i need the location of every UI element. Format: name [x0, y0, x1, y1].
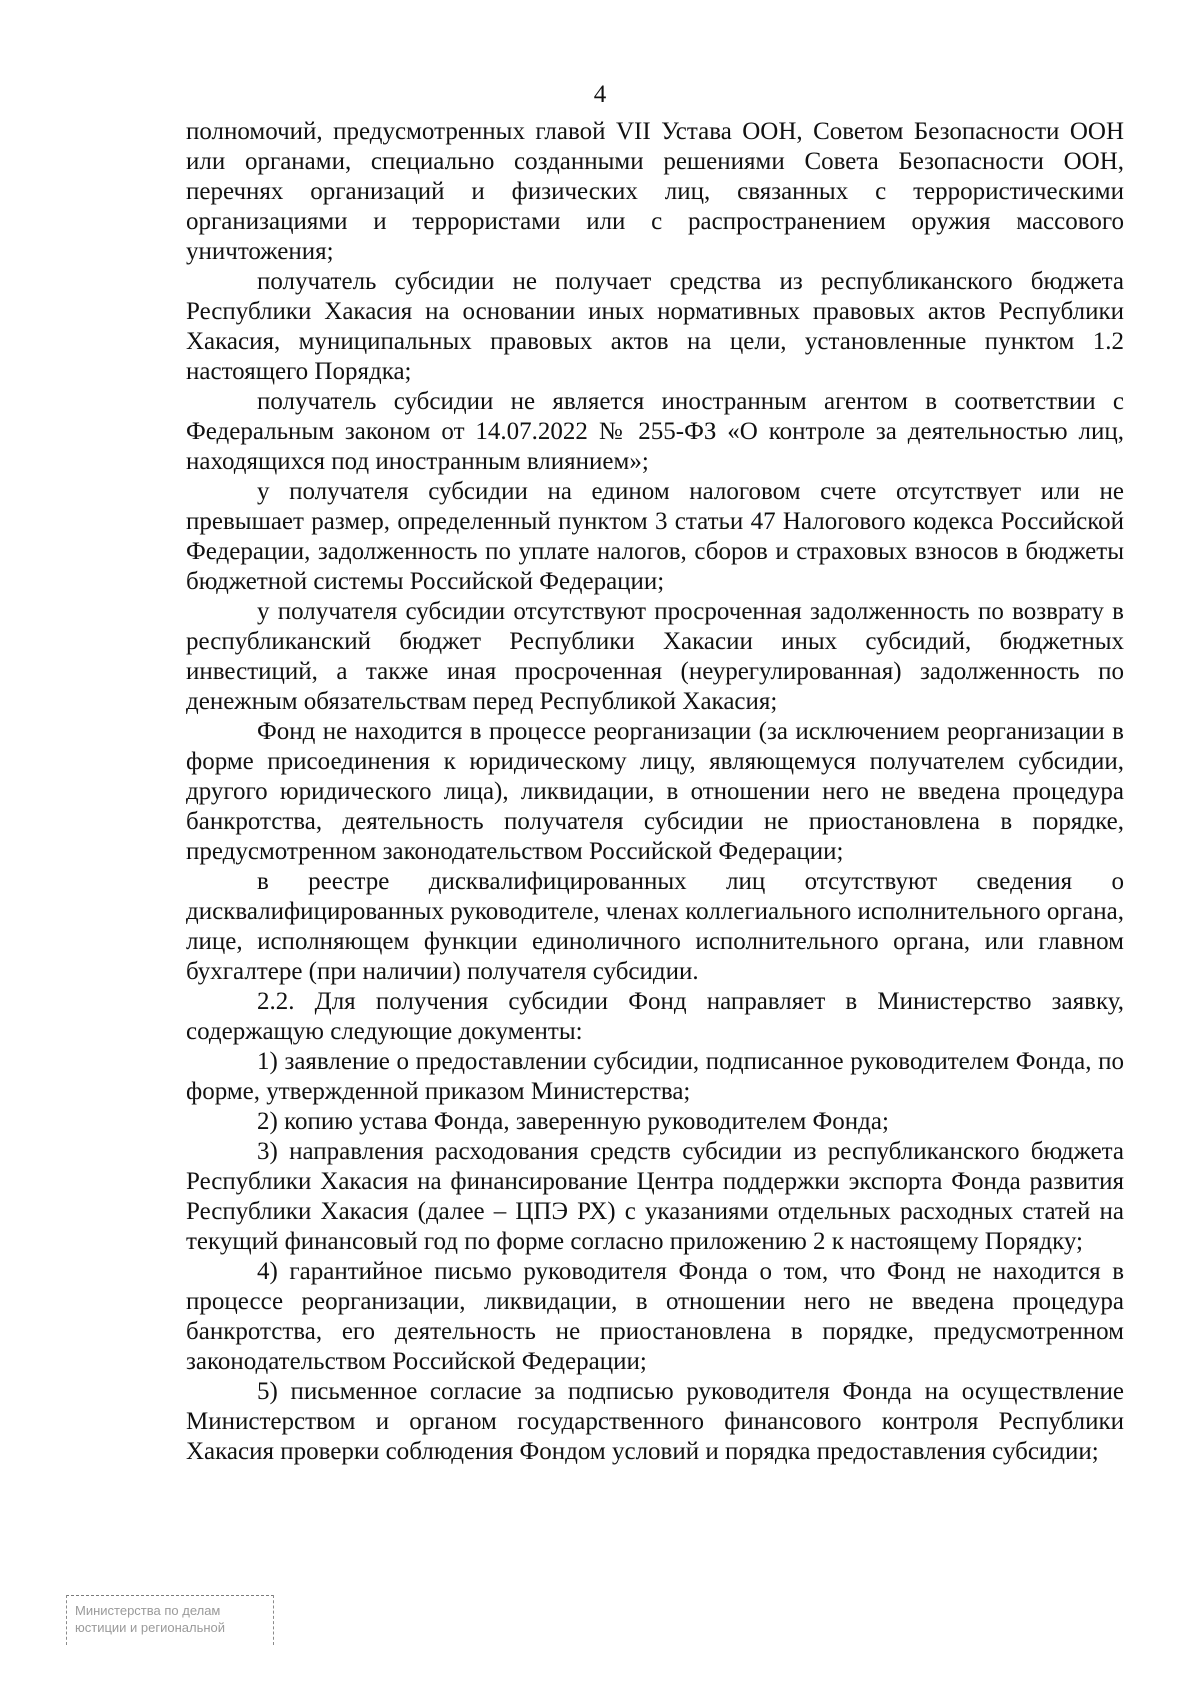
document-body: [186, 117, 1124, 1467]
paragraph: Фонд не находится в процессе реорганизации (за исключением реорганизации в форме присоединения к юридическому лицу, являющемуся получателем субсидии, другого юридического лица), ликвидации, в отношении него не введена процедура банкротства, деятельность получателя субсидии не приостановлена в порядке, предусмотренном законодательством Российской Федерации;: [186, 718, 1124, 865]
paragraph: 5) письменное согласие за подписью руководителя Фонда на осуществление Министерством и органом государственного финансового контроля Республики Хакасия проверки соблюдения Фондом условий и порядка предоставления субсидии;: [186, 1378, 1124, 1465]
paragraph: получатель субсидии не получает средства из республиканского бюджета Республики Хакасия на основании иных нормативных правовых актов Республики Хакасия, муниципальных правовых актов на цели, установленные пунктом 1.2 настоящего Порядка;: [186, 268, 1124, 385]
paragraph: в реестре дисквалифицированных лиц отсутствуют сведения о дисквалифицированных руководителе, членах коллегиального исполнительного органа, лице, исполняющем функции единоличного исполнительного органа, или главном бухгалтере (при наличии) получателя субсидии.: [186, 868, 1124, 985]
paragraph: 2) копию устава Фонда, заверенную руководителем Фонда;: [257, 1108, 889, 1135]
paragraph: у получателя субсидии на едином налоговом счете отсутствует или не превышает размер, определенный пунктом 3 статьи 47 Налогового кодекса Российской Федерации, задолженность по уплате налогов, сборов и страховых взносов в бюджеты бюджетной системы Российской Федерации;: [186, 478, 1124, 595]
paragraph: полномочий, предусмотренных главой VII Устава ООН, Советом Безопасности ООН или органами, специально созданными решениями Совета Безопасности ООН, перечнях организаций и физических лиц, связанных с террористическими организациями и террористами или с распространением оружия массового уничтожения;: [186, 118, 1124, 265]
paragraph: 4) гарантийное письмо руководителя Фонда о том, что Фонд не находится в процессе реорганизации, ликвидации, в отношении него не введена процедура банкротства, его деятельность не приостановлена в порядке, предусмотренном законодательством Российской Федерации;: [186, 1258, 1124, 1375]
paragraph: 3) направления расходования средств субсидии из республиканского бюджета Республики Хакасия на финансирование Центра поддержки экспорта Фонда развития Республики Хакасия (далее – ЦПЭ РХ) с указаниями отдельных расходных статей на текущий финансовый год по форме согласно приложению 2 к настоящему Порядку;: [186, 1138, 1124, 1255]
registration-stamp: [66, 1595, 274, 1645]
paragraph: у получателя субсидии отсутствуют просроченная задолженность по возврату в республиканский бюджет Республики Хакасии иных субсидий, бюджетных инвестиций, а также иная просроченная (неурегулированная) задолженность по денежным обязательствам перед Республикой Хакасия;: [186, 598, 1124, 715]
paragraph: получатель субсидии не является иностранным агентом в соответствии с Федеральным законом от 14.07.2022 № 255-ФЗ «О контроле за деятельностью лиц, находящихся под иностранным влиянием»;: [186, 388, 1124, 475]
page-number: 4: [593, 81, 607, 108]
paragraph: 1) заявление о предоставлении субсидии, подписанное руководителем Фонда, по форме, утвержденной приказом Министерства;: [186, 1048, 1124, 1105]
paragraph: 2.2. Для получения субсидии Фонд направляет в Министерство заявку, содержащую следующие документы:: [186, 988, 1124, 1045]
stamp-line: юстиции и региональной: [75, 1620, 226, 1635]
stamp-line: Министерства по делам: [75, 1603, 221, 1618]
